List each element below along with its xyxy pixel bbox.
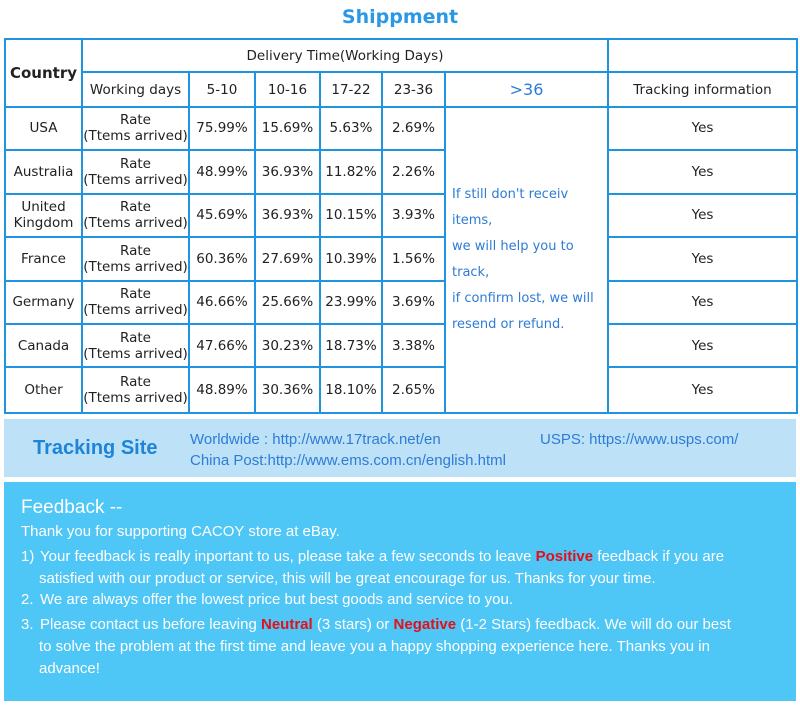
table-row xyxy=(5,194,797,237)
feedback-text: Please contact us before leaving xyxy=(40,616,257,633)
rate-value-cell: 47.66% xyxy=(189,324,255,367)
rate-value-cell: 3.38% xyxy=(382,324,445,367)
tracking-site-label: Tracking Site xyxy=(33,437,158,459)
feedback-text: We are always offer the lowest price but best goods and service to you. xyxy=(40,591,514,608)
delivery-time-header: Delivery Time(Working Days) xyxy=(82,39,608,72)
rate-value-cell: 15.69% xyxy=(255,107,320,150)
country-name: Canada xyxy=(17,337,70,354)
rate-value-cell: 60.36% xyxy=(189,237,255,280)
item-number: 1) xyxy=(21,548,35,565)
feedback-text: advance! xyxy=(39,660,100,677)
page-title: Shippment xyxy=(341,6,459,28)
feedback-text: to solve the problem at the first time and leave you a happy shopping experience here. Thanks you in xyxy=(39,638,710,655)
rate-label: Rate xyxy=(120,199,151,216)
rate-value-cell: 1.56% xyxy=(382,237,445,280)
feedback-text: (3 stars) or xyxy=(316,616,390,633)
tracking-site-banner xyxy=(4,419,796,477)
note-line: resend or refund. xyxy=(452,316,565,332)
rate-label: Rate xyxy=(120,374,151,391)
rate-value-cell: 2.26% xyxy=(382,150,445,193)
rate-value-cell: 46.66% xyxy=(189,281,255,324)
rate-label: (Ttems arrived) xyxy=(83,128,188,145)
country-name: Kingdom xyxy=(13,215,74,232)
country-cell xyxy=(5,324,82,367)
feedback-thanks: Thank you for supporting CACOY store at eBay. xyxy=(21,523,340,540)
country-name: Other xyxy=(24,382,63,399)
rate-label: (Ttems arrived) xyxy=(83,345,188,362)
rate-label-cell xyxy=(82,107,189,150)
rate-value-cell: 48.89% xyxy=(189,367,255,413)
tracking-available-cell: Yes xyxy=(608,150,797,193)
tracking-available-cell: Yes xyxy=(608,237,797,280)
tracking-available-cell: Yes xyxy=(608,324,797,367)
country-cell xyxy=(5,281,82,324)
country-header: Country xyxy=(5,39,82,107)
table-row xyxy=(5,324,797,367)
rate-value-cell: 2.69% xyxy=(382,107,445,150)
country-name: Australia xyxy=(13,163,74,180)
range-header: 5-10 xyxy=(189,72,255,106)
country-name: United xyxy=(21,199,66,216)
usps-tracking-link[interactable]: USPS: https://www.usps.com/ xyxy=(540,431,739,448)
table-row xyxy=(5,150,797,193)
range-header: >36 xyxy=(445,72,608,106)
blank-header-cell xyxy=(608,39,797,72)
country-cell xyxy=(5,107,82,150)
rate-value-cell: 23.99% xyxy=(320,281,382,324)
lost-items-note xyxy=(445,107,608,413)
country-cell xyxy=(5,237,82,280)
feedback-title: Feedback -- xyxy=(21,497,123,518)
worldwide-tracking-link[interactable]: Worldwide : http://www.17track.net/en xyxy=(190,431,441,448)
range-header: 10-16 xyxy=(255,72,320,106)
rate-value-cell: 25.66% xyxy=(255,281,320,324)
rate-label: Rate xyxy=(120,155,151,172)
rate-label: (Ttems arrived) xyxy=(83,302,188,319)
range-header: 23-36 xyxy=(382,72,445,106)
rate-value-cell: 5.63% xyxy=(320,107,382,150)
shipping-table xyxy=(4,38,798,414)
table-row xyxy=(5,281,797,324)
feedback-text: Your feedback is really inportant to us, please take a few seconds to leave xyxy=(40,548,532,565)
rate-value-cell: 3.69% xyxy=(382,281,445,324)
china-post-tracking-link[interactable]: China Post:http://www.ems.com.cn/english.html xyxy=(190,452,506,469)
rate-value-cell: 3.93% xyxy=(382,194,445,237)
rate-label: (Ttems arrived) xyxy=(83,390,188,407)
country-name: USA xyxy=(29,120,58,137)
range-header: 17-22 xyxy=(320,72,382,106)
rate-value-cell: 2.65% xyxy=(382,367,445,413)
tracking-info-header: Tracking information xyxy=(608,72,797,106)
rate-value-cell: 30.23% xyxy=(255,324,320,367)
rate-value-cell: 11.82% xyxy=(320,150,382,193)
neutral-highlight: Neutral xyxy=(260,616,313,633)
feedback-text: (1-2 Stars) feedback. We will do our best xyxy=(460,616,731,633)
rate-value-cell: 18.73% xyxy=(320,324,382,367)
feedback-item-3 xyxy=(21,614,781,680)
feedback-item-1 xyxy=(21,546,781,590)
item-number: 3. xyxy=(21,616,34,633)
rate-label: (Ttems arrived) xyxy=(83,258,188,275)
rate-label: Rate xyxy=(120,286,151,303)
country-cell xyxy=(5,367,82,413)
rate-label-cell xyxy=(82,367,189,413)
rate-label: Rate xyxy=(120,242,151,259)
rate-value-cell: 45.69% xyxy=(189,194,255,237)
feedback-text: satisfied with our product or service, this will be great encourage for us. Thanks for your time. xyxy=(39,570,656,587)
rate-label: (Ttems arrived) xyxy=(83,215,188,232)
rate-label-cell xyxy=(82,237,189,280)
rate-label: Rate xyxy=(120,112,151,129)
tracking-available-cell: Yes xyxy=(608,194,797,237)
rate-value-cell: 18.10% xyxy=(320,367,382,413)
positive-highlight: Positive xyxy=(535,548,594,565)
feedback-item-2 xyxy=(21,589,781,611)
country-cell xyxy=(5,194,82,237)
rate-value-cell: 75.99% xyxy=(189,107,255,150)
rate-value-cell: 48.99% xyxy=(189,150,255,193)
rate-label-cell xyxy=(82,194,189,237)
negative-highlight: Negative xyxy=(393,616,457,633)
tracking-available-cell: Yes xyxy=(608,367,797,413)
feedback-text: feedback if you are xyxy=(597,548,725,565)
country-cell xyxy=(5,150,82,193)
note-line: if confirm lost, we will xyxy=(452,290,594,306)
rate-value-cell: 10.39% xyxy=(320,237,382,280)
rate-value-cell: 30.36% xyxy=(255,367,320,413)
table-row xyxy=(5,367,797,413)
country-name: France xyxy=(21,250,66,267)
rate-label: (Ttems arrived) xyxy=(83,171,188,188)
rate-label-cell xyxy=(82,324,189,367)
rate-value-cell: 27.69% xyxy=(255,237,320,280)
working-days-header: Working days xyxy=(82,72,189,106)
note-line: we will help you to track, xyxy=(452,238,574,280)
item-number: 2. xyxy=(21,591,34,608)
feedback-panel xyxy=(4,482,796,701)
rate-value-cell: 36.93% xyxy=(255,150,320,193)
tracking-available-cell: Yes xyxy=(608,107,797,150)
rate-label: Rate xyxy=(120,329,151,346)
table-row xyxy=(5,237,797,280)
rate-value-cell: 36.93% xyxy=(255,194,320,237)
rate-label-cell xyxy=(82,281,189,324)
rate-value-cell: 10.15% xyxy=(320,194,382,237)
table-row xyxy=(5,107,797,150)
note-line: If still don't receiv items, xyxy=(452,186,569,228)
country-name: Germany xyxy=(12,294,75,311)
tracking-available-cell: Yes xyxy=(608,281,797,324)
rate-label-cell xyxy=(82,150,189,193)
